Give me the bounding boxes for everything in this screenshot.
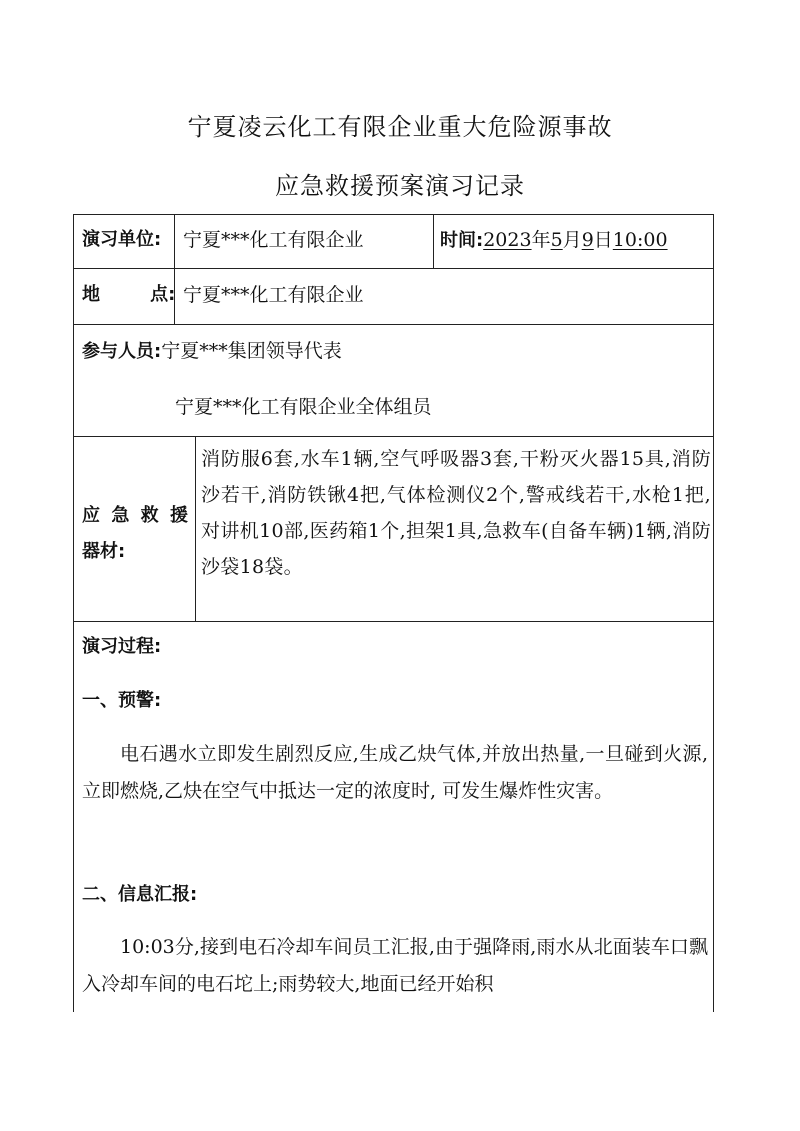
document-title-line2: 应急救援预案演习记录 [275, 172, 525, 200]
column-divider [174, 214, 175, 324]
unit-value: 宁夏***化工有限企业 [183, 229, 364, 251]
row-divider [73, 436, 714, 437]
location-value: 宁夏***化工有限企业 [183, 284, 364, 306]
section2-heading: 二、信息汇报: [82, 884, 198, 905]
section1-heading: 一、预警: [82, 690, 162, 711]
time-day-suffix: 日 [593, 229, 613, 251]
document-title-line1: 宁夏凌云化工有限企业重大危险源事故 [187, 113, 613, 141]
time-year-suffix: 年 [531, 229, 551, 251]
equipment-label-line1: 应急救援 [82, 505, 188, 526]
time-field [440, 229, 668, 252]
column-divider [433, 214, 434, 268]
time-year: 2023 [483, 229, 532, 251]
time-clock: 10:00 [612, 229, 668, 251]
equipment-label [82, 498, 188, 570]
time-month-suffix: 月 [562, 229, 582, 251]
participants-value-1: 宁夏***集团领导代表 [161, 340, 342, 362]
section2-text: 10:03分,接到电石冷却车间员工汇报,由于强降雨,雨水从北面装车口飘入冷却车间的电石坨上;雨势较大,地面已经开始积 [82, 936, 708, 995]
time-day: 9 [581, 229, 594, 251]
time-label: 时间: [440, 230, 484, 251]
equipment-list: 消防服6套,水车1辆,空气呼吸器3套,干粉灭火器15具,消防沙若干,消防铁锹4把,气体检测仪2个,警戒线若干,水枪1把,对讲机10部,医药箱1个,担架1具,急救车(自备车辆)1辆,消防沙袋18袋。 [201, 448, 711, 578]
row-divider [73, 324, 714, 325]
row-divider [73, 268, 714, 269]
participants-line1 [82, 340, 342, 363]
process-heading: 演习过程: [82, 636, 162, 657]
participants-value-2: 宁夏***化工有限企业全体组员 [175, 396, 432, 418]
participants-label: 参与人员: [82, 341, 162, 362]
row-divider [73, 621, 714, 622]
equipment-label-line2: 器材: [82, 541, 126, 562]
unit-label: 演习单位: [82, 229, 162, 250]
column-divider [195, 436, 196, 621]
time-month: 5 [550, 229, 563, 251]
section1-text: 电石遇水立即发生剧烈反应,生成乙炔气体,并放出热量,一旦碰到火源,立即燃烧,乙炔在空气中抵达一定的浓度时, 可发生爆炸性灾害。 [82, 743, 708, 802]
location-label: 地 点: [82, 284, 176, 305]
